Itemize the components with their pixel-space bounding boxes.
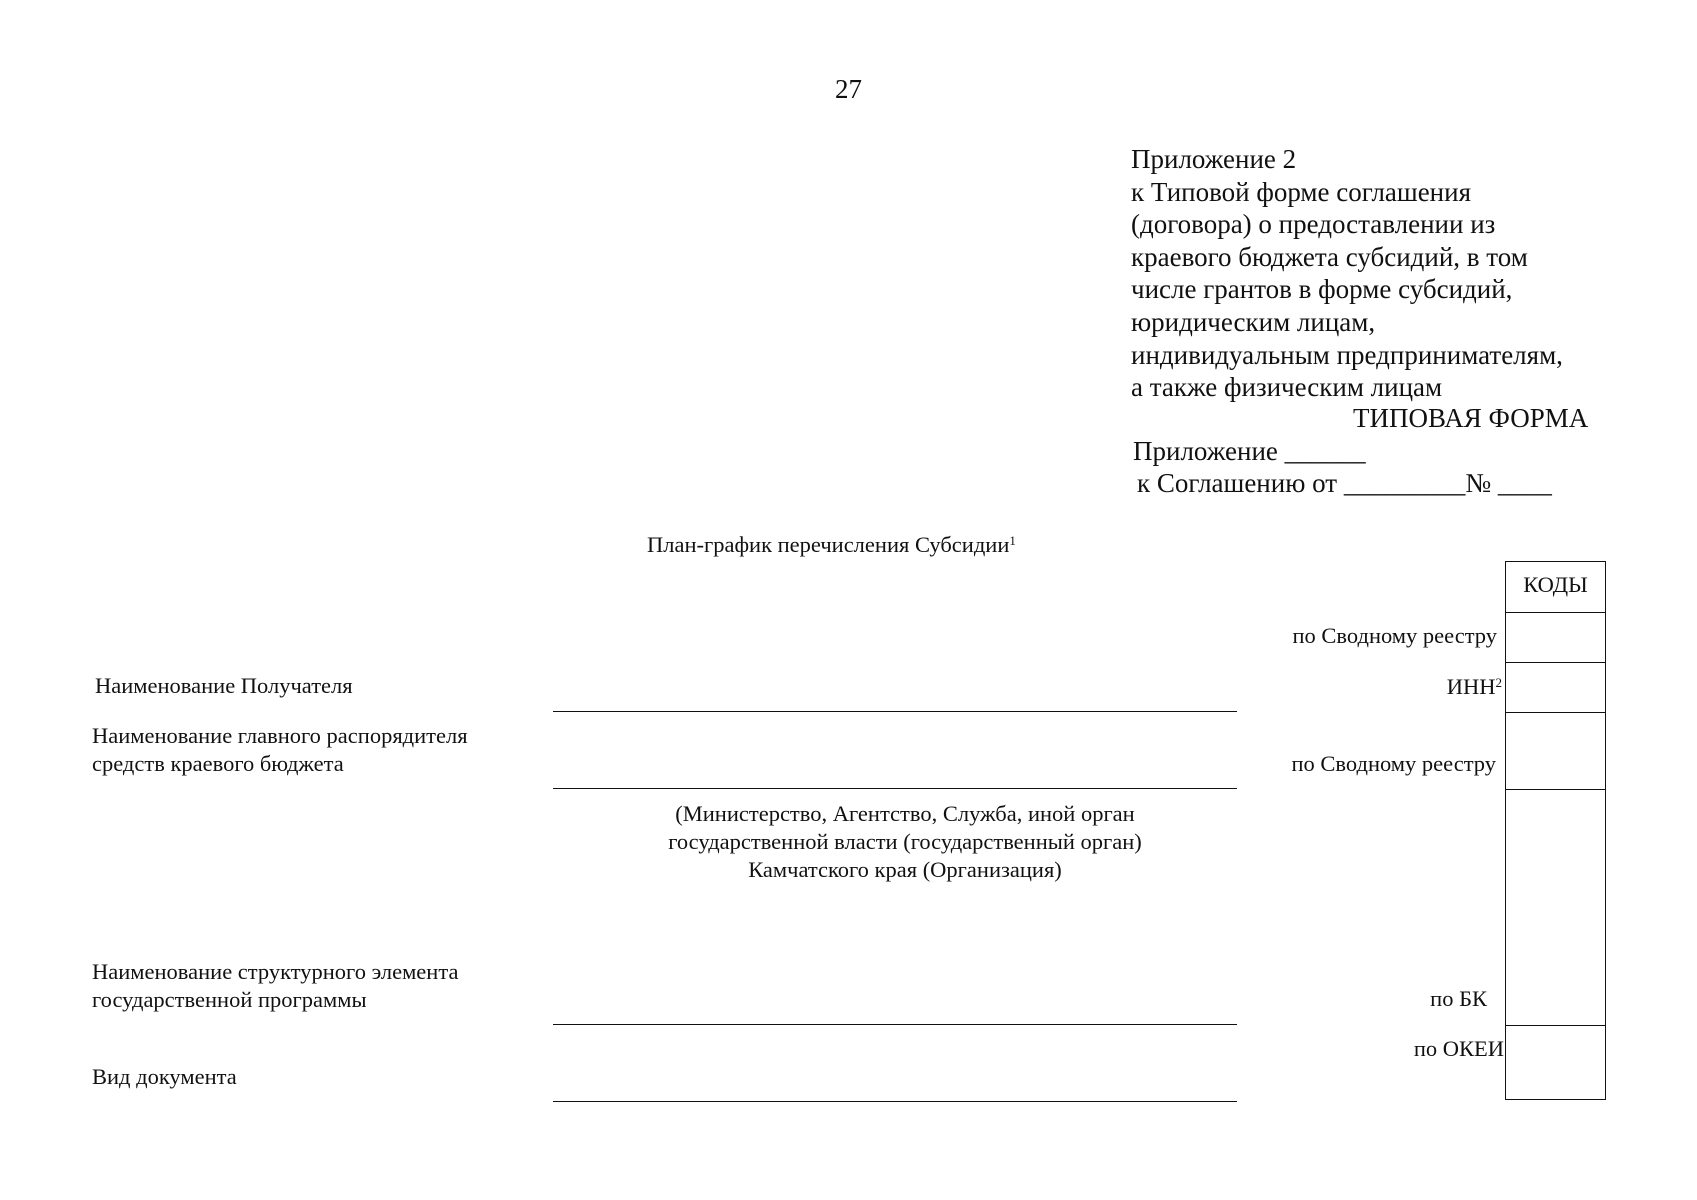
footnote-marker: 2	[1495, 675, 1502, 690]
appendix-line: Приложение 2	[1131, 144, 1297, 174]
appendix-line: (договора) о предоставлении из	[1131, 209, 1496, 240]
manager-note-line: (Министерство, Агентство, Служба, иной орган	[675, 801, 1135, 826]
manager-note-line: государственной власти (государственный орган)	[668, 829, 1142, 854]
codes-row-divider	[1506, 789, 1605, 790]
appendix-line: числе грантов в форме субсидий,	[1131, 274, 1513, 305]
appendix-line: к Типовой форме соглашения	[1131, 176, 1471, 207]
codes-header: КОДЫ	[1523, 572, 1588, 597]
appendix-line: краевого бюджета субсидий, в том	[1131, 241, 1528, 272]
codes-row-divider	[1506, 612, 1605, 613]
agreement-line: к Соглашению от _________№ ____	[1137, 468, 1552, 498]
manager-label	[92, 722, 468, 778]
codes-table	[1505, 561, 1606, 1100]
okei-code-label: по ОКЕИ	[1413, 1036, 1504, 1061]
appendix-line: индивидуальным предпринимателям,	[1131, 339, 1563, 370]
program-element-label	[92, 958, 458, 1014]
document-type-field-line	[553, 1101, 1237, 1102]
footnote-marker: 1	[1009, 533, 1016, 548]
inn-label	[1447, 674, 1502, 700]
registry-code-label: по Сводному реестру	[1292, 623, 1497, 648]
appendix-reference	[1131, 143, 1563, 404]
program-label-line: государственной программы	[92, 987, 367, 1012]
manager-label-line: Наименование главного распорядителя	[92, 723, 468, 748]
recipient-label: Наименование Получателя	[95, 673, 353, 698]
appendix-line: юридическим лицам,	[1131, 306, 1376, 337]
manager-field-note	[620, 800, 1190, 884]
page-number: 27	[835, 74, 862, 104]
form-title: ТИПОВАЯ ФОРМА	[1353, 403, 1589, 433]
bk-code-label: по БК	[1430, 986, 1487, 1011]
plan-title-text: План-график перечисления Субсидии	[647, 532, 1010, 557]
codes-row-divider	[1506, 1025, 1605, 1026]
plan-title	[647, 532, 1016, 558]
registry-code-label-2: по Сводному реестру	[1291, 751, 1496, 776]
attachment-line: Приложение ______	[1133, 436, 1366, 466]
manager-note-line: Камчатского края (Организация)	[748, 857, 1062, 882]
program-field-line	[553, 1024, 1237, 1025]
recipient-field-line	[553, 711, 1237, 712]
manager-field-line	[553, 788, 1237, 789]
appendix-line: а также физическим лицам	[1131, 372, 1443, 403]
document-type-label: Вид документа	[92, 1064, 237, 1089]
program-label-line: Наименование структурного элемента	[92, 959, 459, 984]
manager-label-line: средств краевого бюджета	[92, 751, 344, 776]
inn-label-text: ИНН	[1446, 674, 1496, 699]
codes-row-divider	[1506, 712, 1605, 713]
codes-row-divider	[1506, 662, 1605, 663]
